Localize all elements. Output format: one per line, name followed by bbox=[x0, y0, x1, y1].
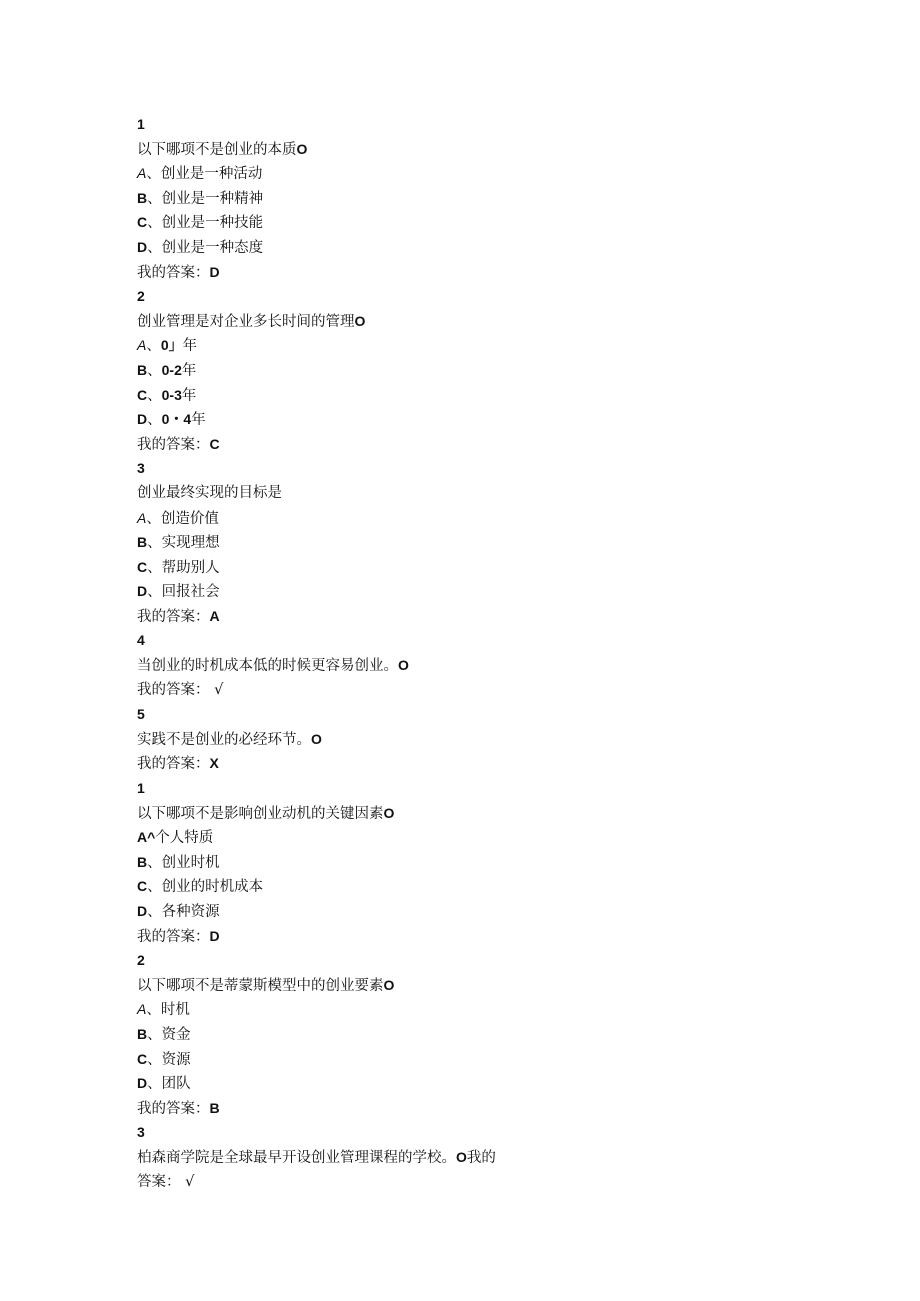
text-line bbox=[137, 112, 837, 137]
line-text: 答案： √ bbox=[137, 1173, 195, 1190]
text-line bbox=[137, 506, 837, 531]
text-line bbox=[137, 874, 837, 899]
line-text: O bbox=[456, 1148, 467, 1165]
option-letter: B bbox=[137, 1025, 148, 1042]
document-body bbox=[137, 112, 837, 1194]
text-line bbox=[137, 456, 837, 481]
line-text: 我的答案： bbox=[137, 928, 210, 945]
line-text: 、各种资源 bbox=[147, 904, 220, 920]
text-line bbox=[137, 801, 837, 826]
line-text: 我的 bbox=[466, 1149, 496, 1166]
line-text: 、 bbox=[146, 338, 161, 355]
question-number: 5 bbox=[137, 706, 145, 723]
line-text: O bbox=[383, 804, 395, 821]
line-text: 、创业是一种技能 bbox=[147, 215, 264, 232]
text-line bbox=[137, 530, 837, 555]
line-text: 柏森商学院是全球最早开设创业管理课程的学校。 bbox=[137, 1149, 456, 1166]
text-line bbox=[137, 1022, 837, 1047]
line-text: 以下哪项不是影响创业动机的关键因素 bbox=[137, 805, 384, 822]
text-line bbox=[137, 161, 837, 186]
option-letter: A bbox=[137, 337, 147, 354]
line-text: 0・4 bbox=[161, 411, 192, 428]
option-letter: A bbox=[137, 1001, 147, 1018]
line-text: 创业管理是对企业多长时间的管理 bbox=[137, 313, 355, 330]
line-text: 以下哪项不是创业的本质 bbox=[137, 141, 297, 158]
text-line bbox=[137, 555, 837, 580]
text-line bbox=[137, 1047, 837, 1072]
line-text: O bbox=[311, 730, 322, 747]
text-line bbox=[137, 653, 837, 678]
text-line bbox=[137, 678, 837, 703]
line-text: C bbox=[209, 435, 220, 452]
line-text: O bbox=[383, 976, 395, 993]
line-text: 、回报社会 bbox=[147, 584, 220, 601]
option-letter: D bbox=[137, 238, 148, 255]
text-line bbox=[137, 1170, 837, 1195]
text-line bbox=[137, 358, 837, 383]
text-line bbox=[137, 407, 837, 432]
option-letter: D bbox=[137, 1075, 148, 1092]
line-text: D bbox=[209, 927, 220, 944]
text-line bbox=[137, 604, 837, 629]
text-line bbox=[137, 186, 837, 211]
text-line bbox=[137, 235, 837, 260]
text-line bbox=[137, 481, 837, 506]
line-text: 、帮助别人 bbox=[147, 559, 220, 576]
question-number: 3 bbox=[137, 1124, 145, 1141]
text-line bbox=[137, 899, 837, 924]
line-text: 创业最终实现的目标是 bbox=[137, 484, 282, 501]
option-letter: C bbox=[137, 558, 148, 575]
text-line bbox=[137, 948, 837, 973]
line-text: 实践不是创业的必经环节。 bbox=[137, 731, 311, 748]
text-line bbox=[137, 702, 837, 727]
line-text: 个人特质 bbox=[155, 830, 214, 847]
line-text: 、创业是一种活动 bbox=[146, 166, 263, 183]
line-text: 、创业是一种精神 bbox=[147, 190, 264, 207]
line-text: 0-2 bbox=[161, 361, 182, 378]
line-text: 我的答案： bbox=[137, 756, 210, 773]
line-text: 、实现理想 bbox=[147, 535, 220, 552]
option-letter: C bbox=[137, 386, 148, 403]
line-text: 我的答案： √ bbox=[137, 681, 224, 698]
text-line bbox=[137, 825, 837, 850]
line-text: 年 bbox=[182, 338, 198, 355]
option-letter: D bbox=[137, 903, 148, 919]
option-letter: B bbox=[137, 189, 148, 206]
text-line bbox=[137, 137, 837, 162]
line-text: 、团队 bbox=[147, 1076, 191, 1093]
text-line bbox=[137, 1120, 837, 1145]
option-letter: B bbox=[137, 361, 148, 378]
line-text: 、创造价值 bbox=[146, 510, 219, 527]
line-text: 、 bbox=[147, 362, 162, 379]
option-letter: A bbox=[137, 509, 147, 526]
line-text: 我的答案： bbox=[137, 608, 210, 625]
line-text: 我的答案： bbox=[137, 264, 210, 281]
text-line bbox=[137, 850, 837, 875]
line-text: A bbox=[209, 607, 220, 624]
line-text: X bbox=[209, 755, 219, 772]
line-text: 、创业的时机成本 bbox=[147, 879, 264, 896]
text-line bbox=[137, 997, 837, 1022]
line-text: 年 bbox=[191, 412, 206, 429]
line-text: 年 bbox=[181, 387, 197, 404]
line-text: O bbox=[354, 312, 366, 329]
option-letter: A^ bbox=[137, 829, 156, 846]
line-text: 、创业时机 bbox=[147, 854, 220, 871]
option-letter: A bbox=[137, 165, 147, 182]
text-line bbox=[137, 751, 837, 776]
line-text: 以下哪项不是蒂蒙斯模型中的创业要素 bbox=[137, 977, 384, 994]
text-line bbox=[137, 210, 837, 235]
option-letter: C bbox=[137, 878, 148, 895]
text-line bbox=[137, 284, 837, 309]
line-text: 、 bbox=[147, 412, 162, 429]
text-line bbox=[137, 924, 837, 949]
option-letter: C bbox=[137, 214, 148, 231]
line-text: B bbox=[209, 1099, 220, 1116]
option-letter: C bbox=[137, 1050, 148, 1067]
question-number: 2 bbox=[137, 952, 145, 969]
line-text: 我的答案： bbox=[137, 1100, 210, 1117]
option-letter: B bbox=[137, 853, 148, 870]
text-line bbox=[137, 973, 837, 998]
line-text: 、创业是一种态度 bbox=[147, 239, 264, 256]
line-text: 当创业的时机成本低的时候更容易创业。 bbox=[137, 658, 398, 675]
text-line bbox=[137, 727, 837, 752]
line-text: D bbox=[209, 263, 220, 280]
text-line bbox=[137, 432, 837, 457]
line-text: 我的答案： bbox=[137, 436, 210, 453]
text-line bbox=[137, 260, 837, 285]
text-line bbox=[137, 1145, 837, 1170]
text-line bbox=[137, 1096, 837, 1121]
question-number: 1 bbox=[137, 780, 145, 797]
line-text: 、时机 bbox=[146, 1002, 190, 1019]
question-number: 1 bbox=[137, 116, 145, 132]
text-line bbox=[137, 776, 837, 801]
line-text: 0」 bbox=[160, 337, 183, 354]
text-line bbox=[137, 333, 837, 358]
line-text: O bbox=[398, 657, 409, 674]
text-line bbox=[137, 309, 837, 334]
text-line bbox=[137, 579, 837, 604]
line-text: 、资金 bbox=[147, 1026, 191, 1043]
line-text: 0-3 bbox=[161, 386, 182, 403]
text-line bbox=[137, 383, 837, 408]
question-number: 3 bbox=[137, 460, 145, 477]
line-text: 年 bbox=[181, 362, 197, 379]
option-letter: B bbox=[137, 534, 148, 551]
option-letter: D bbox=[137, 411, 148, 428]
line-text: 、资源 bbox=[147, 1051, 191, 1068]
line-text: 、 bbox=[147, 387, 162, 404]
text-line bbox=[137, 628, 837, 653]
question-number: 4 bbox=[137, 632, 145, 649]
option-letter: D bbox=[137, 583, 148, 600]
text-line bbox=[137, 1071, 837, 1096]
line-text: O bbox=[296, 140, 308, 157]
question-number: 2 bbox=[137, 288, 145, 305]
